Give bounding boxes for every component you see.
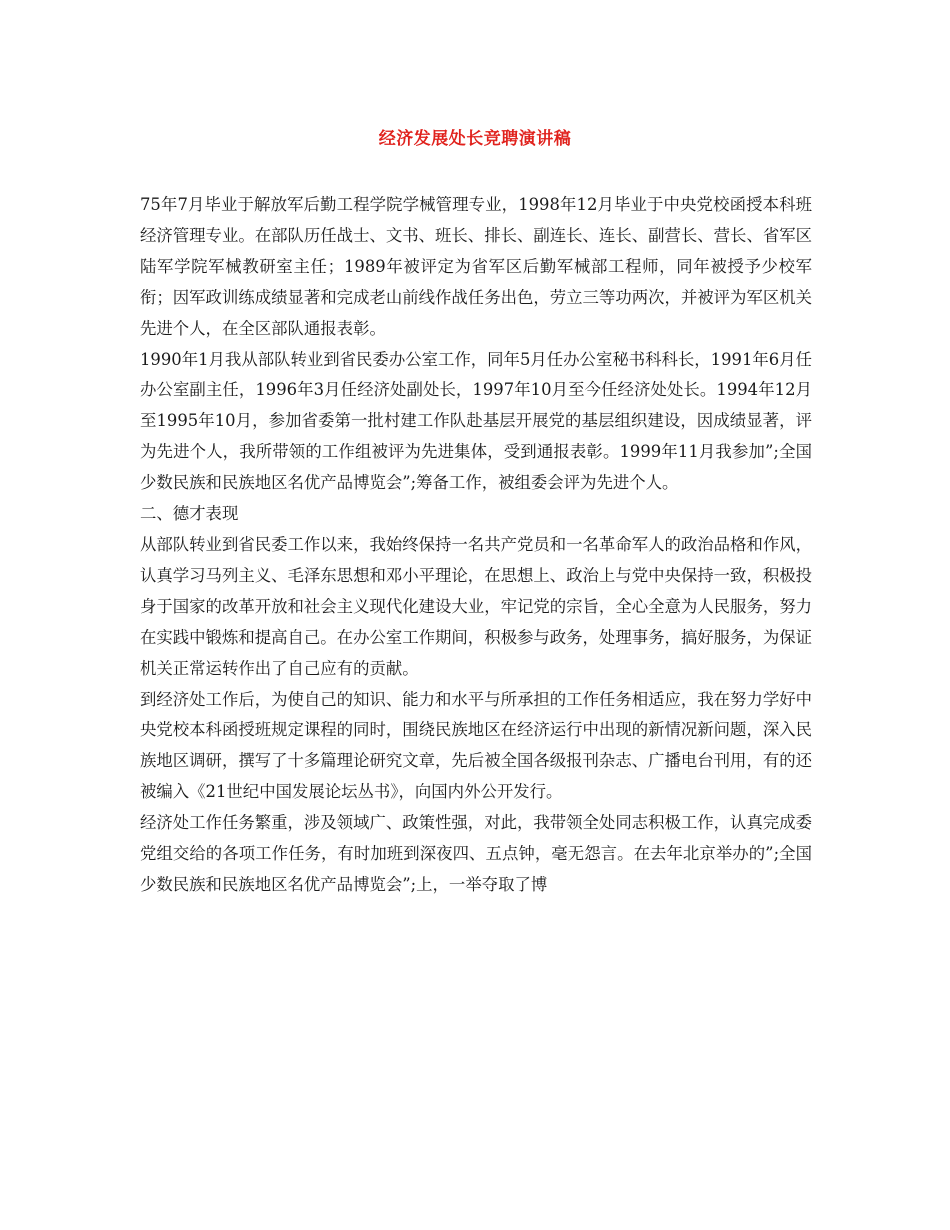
paragraph-political-conduct: 从部队转业到省民委工作以来，我始终保持一名共产党员和一名革命军人的政治品格和作风，认真学习马列主义、毛泽东思想和邓小平理论，在思想上、政治上与党中央保持一致，积极投身于国家的改革开放和社会主义现代化建设大业，牢记党的宗旨，全心全意为人民服务，努力在实践中锻炼和提高自己。在办公室工作期间，积极参与政务，处理事务，搞好服务，为保证机关正常运转作出了自己应有的贡献。 [140,534,813,678]
document-title: 经济发展处长竞聘演讲稿 [378,129,572,149]
paragraph-career-history: 1990年1月我从部队转业到省民委办公室工作，同年5月任办公室秘书科科长，1991年6月任办公室副主任，1996年3月任经济处副处长，1997年10月至今任经济处处长。1994年12月至1995年10月，参加省委第一批村建工作队赴基层开展党的基层组织建设，因成绩显著，评为先进个人，我所带领的工作组被评为先进集体，受到通报表彰。1999年11月我参加”;全国少数民族和民族地区名优产品博览会”;筹备工作，被组委会评为先进个人。 [140,349,812,493]
paragraph-education-military: 75年7月毕业于解放军后勤工程学院学械管理专业，1998年12月毕业于中央党校函授本科班经济管理专业。在部队历任战士、文书、班长、排长、副连长、连长、副营长、营长、省军区陆军学院军械教研室主任；1989年被评定为省军区后勤军械部工程师，同年被授予少校军衔；因军政训练成绩显著和完成老山前线作战任务出色，劳立三等功两次，并被评为军区机关先进个人，在全区部队通报表彰。 [140,195,813,338]
section-heading-performance: 二、德才表现 [140,504,239,524]
paragraph-economic-office-work: 经济处工作任务繁重，涉及领域广、政策性强，对此，我带领全处同志积极工作，认真完成委党组交给的各项工作任务，有时加班到深夜四、五点钟，毫无怨言。在去年北京举办的”;全国少数民族和民族地区名优产品博览会”;上，一举夺取了博 [140,813,813,894]
paragraph-research-work: 到经济处工作后，为使自己的知识、能力和水平与所承担的工作任务相适应，我在努力学好中央党校本科函授班规定课程的同时，围绕民族地区在经济运行中出现的新情况新问题，深入民族地区调研，撰写了十多篇理论研究文章，先后被全国各级报刊杂志、广播电台刊用，有的还被编入《21世纪中国发展论坛丛书》，向国内外公开发行。 [140,689,813,802]
document-body [140,190,812,901]
